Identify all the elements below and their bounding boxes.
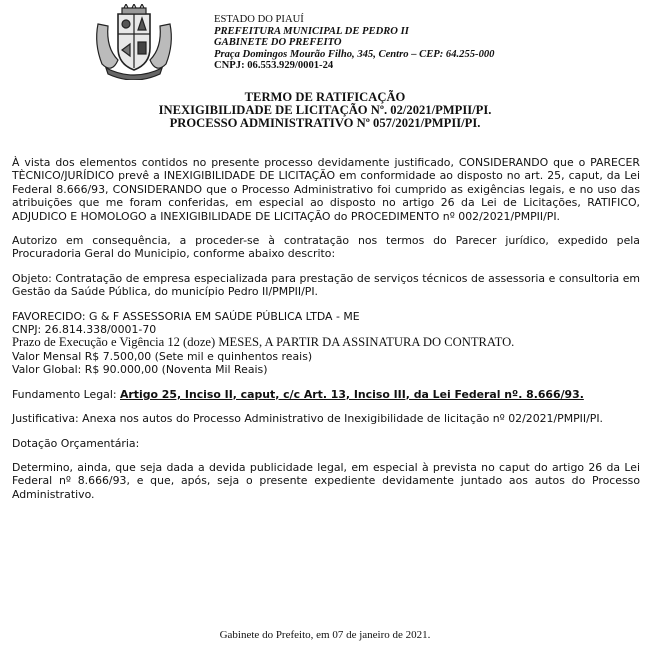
- paragraph-determino: Determino, ainda, que seja dada a devida publicidade legal, em especial à prevista no caput do artigo 26 da Lei Federal nº 8.666/93, e que, após, seja o presente expediente devidamente juntado aos autos do Processo Administrativo.: [12, 460, 640, 501]
- favorecido-line: FAVORECIDO: G & F ASSESSORIA EM SAÚDE PÚBLICA LTDA - ME: [12, 309, 360, 323]
- title-line-2: INEXIGIBILIDADE DE LICITAÇÃO Nº. 02/2021/PMPII/PI.: [158, 103, 492, 117]
- paragraph-fundamento: [12, 388, 640, 401]
- cnpj-line: CNPJ: 26.814.338/0001-70: [12, 323, 157, 337]
- header-address: Praça Domingos Mourão Filho, 345, Centro – CEP: 64.255-000: [214, 48, 495, 60]
- document-body: [12, 156, 640, 501]
- prazo-label: Prazo de Execução e Vigência: [12, 335, 168, 350]
- header-prefeitura: PREFEITURA MUNICIPAL DE PEDRO II: [214, 25, 409, 37]
- title-line-1: TERMO DE RATIFICAÇÃO: [244, 90, 406, 104]
- valor-global-line: Valor Global: R$ 90.000,00 (Noventa Mil Reais): [12, 363, 268, 377]
- fundamento-label: Fundamento Legal:: [12, 387, 120, 401]
- paragraph-dotacao: Dotação Orçamentária:: [12, 436, 140, 450]
- header-gabinete: GABINETE DO PREFEITO: [214, 37, 342, 49]
- document-title: [0, 91, 650, 130]
- title-line-3: PROCESSO ADMINISTRATIVO Nº 057/2021/PMPII/PI.: [169, 116, 481, 130]
- municipal-coat-of-arms-icon: [88, 4, 180, 80]
- paragraph-objeto: Objeto: Contratação de empresa especializada para prestação de serviços técnicos de assessoria e consultoria em Gestão da Saúde Pública, do município Pedro II/PMPII/PI.: [12, 271, 640, 299]
- header-state: ESTADO DO PIAUÍ: [214, 14, 304, 25]
- contract-details: [12, 310, 640, 377]
- letterhead: [0, 0, 650, 84]
- paragraph-autorizo: Autorizo em consequência, a proceder-se à contratação nos termos do Parecer jurídico, expedido pela Procuradoria Geral do Municipio, conforme abaixo descrito:: [12, 234, 640, 261]
- valor-mensal-line: Valor Mensal R$ 7.500,00 (Sete mil e quinhentos reais): [12, 349, 313, 363]
- prazo-value: 12 (doze) MESES, A PARTIR DA ASSINATURA DO CONTRATO.: [167, 335, 515, 350]
- letterhead-text: [214, 14, 644, 72]
- fundamento-value: Artigo 25, Inciso II, caput, c/c Art. 13, Inciso III, da Lei Federal nº. 8.666/93.: [120, 387, 584, 401]
- header-cnpj: CNPJ: 06.553.929/0001-24: [214, 60, 334, 72]
- signature-date-line: Gabinete do Prefeito, em 07 de janeiro de 2021.: [219, 629, 431, 641]
- prazo-line: [12, 336, 640, 349]
- paragraph-considerando: À vista dos elementos contidos no presente processo devidamente justificado, CONSIDERANDO que o PARECER TÈCNICO/JURÍDICO prevê a INEXIGIBILIDADE DE LICITAÇÃO em conformidade ao disposto no art. 25, caput, da Lei Federal 8.666/93, CONSIDERANDO que o Processo Administrativo foi cumprido as exigências legais, e no uso das atribuições que me foram conferidas, em especial ao disposto no artigo 26 da Lei de Licitações, RATIFICO, ADJUDICO E HOMOLOGO a INEXIGIBILIDADE DE LICITAÇÃO do PROCEDIMENTO nº 002/2021/PMPII/PI.: [12, 156, 640, 223]
- paragraph-justificativa: Justificativa: Anexa nos autos do Processo Administrativo de Inexigibilidade de licitação nº 02/2021/PMPII/PI.: [12, 412, 604, 426]
